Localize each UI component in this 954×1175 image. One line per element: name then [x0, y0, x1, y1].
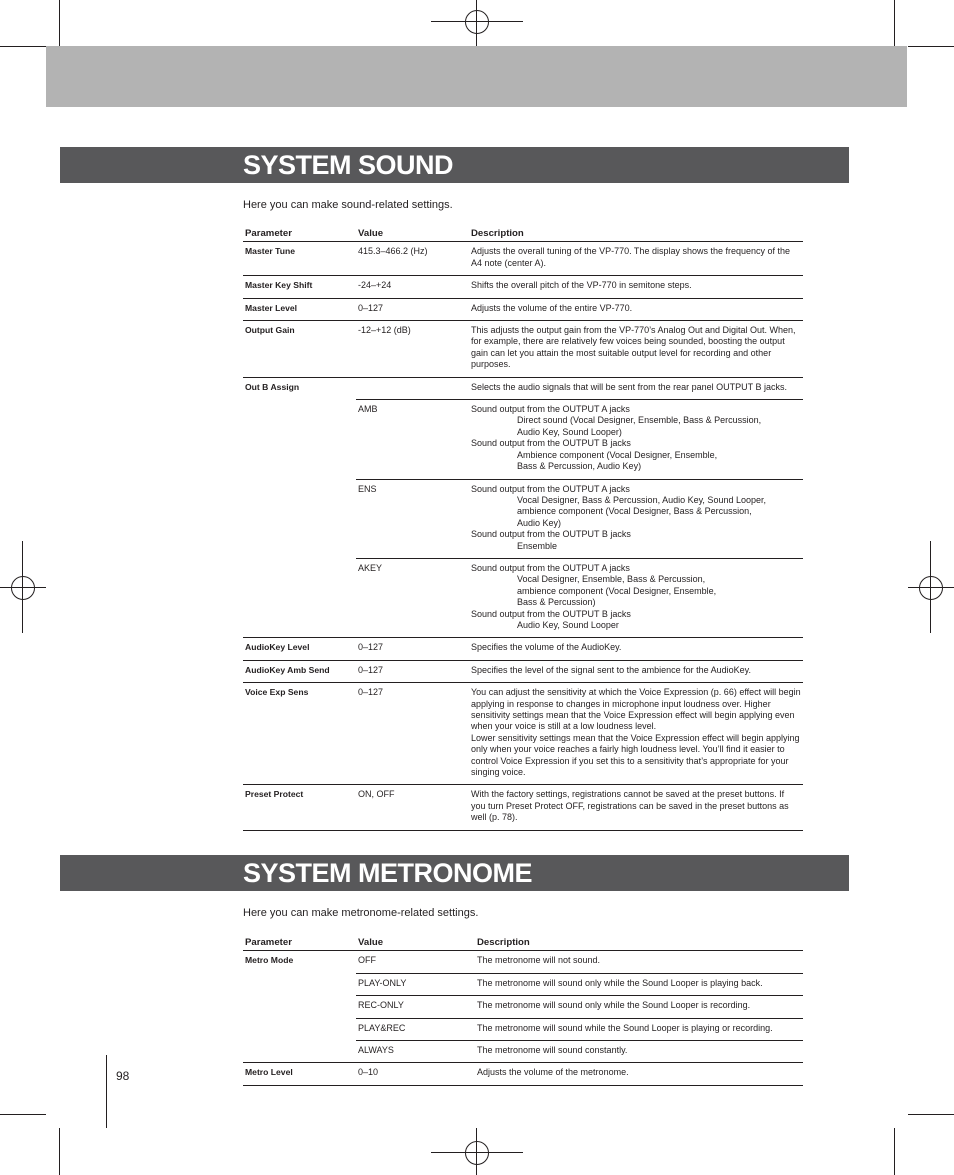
description-cell	[469, 660, 803, 682]
param-cell: Metro Mode	[245, 955, 294, 966]
table-row	[243, 1041, 803, 1063]
value-cell: 0–10	[356, 1063, 475, 1085]
value-cell: 0–127	[356, 683, 469, 785]
description-line: You can adjust the sensitivity at which the Voice Expression (p. 66) effect will begin applying in response to changes in microphone input loudness over. Higher sensitivity settings mean that the Voice Expression effect will begin applying even when your voice is still at a low loudness level.	[471, 687, 801, 732]
description-line: Selects the audio signals that will be sent from the rear panel OUTPUT B jacks.	[471, 381, 787, 392]
description-line: This adjusts the output gain from the VP-770’s Analog Out and Digital Out. When, for example, there are relatively few voices being sounded, boosting the output gain can let you attain the most suitable output level for recording and other purposes.	[471, 325, 796, 370]
description-cell	[469, 276, 803, 298]
description-indented-line: Ensemble	[517, 540, 558, 551]
description-line: Sound output from the OUTPUT A jacks	[471, 404, 630, 415]
sound-intro: Here you can make sound-related settings.	[243, 199, 453, 211]
table-row	[243, 973, 803, 995]
description-cell	[469, 377, 803, 399]
description-indented-line: Ambience component (Vocal Designer, Ensemble,	[517, 449, 718, 460]
value-cell: REC-ONLY	[356, 996, 475, 1018]
table-row	[243, 479, 803, 558]
param-cell: Voice Exp Sens	[243, 683, 356, 785]
param-cell: AudioKey Level	[243, 638, 356, 660]
value-cell: -24–+24	[356, 276, 469, 298]
description-cell	[469, 400, 803, 479]
description-indented-line: Audio Key, Sound Looper)	[517, 426, 622, 437]
section-title-sound: SYSTEM SOUND	[243, 150, 454, 180]
description-indented-line: Audio Key, Sound Looper	[517, 619, 619, 630]
table-row	[243, 638, 803, 660]
param-cell: Metro Level	[243, 1063, 356, 1085]
description-indented-line: Bass & Percussion, Audio Key)	[517, 461, 642, 472]
description-line: Specifies the volume of the AudioKey.	[471, 642, 622, 653]
description-cell: The metronome will sound only while the Sound Looper is playing back.	[475, 973, 803, 995]
table-row	[243, 1018, 803, 1040]
param-cell: Out B Assign	[245, 381, 300, 392]
description-indented-line: ambience component (Vocal Designer, Bass & Percussion,	[517, 506, 752, 517]
param-cell	[243, 973, 356, 995]
description-line: Adjusts the overall tuning of the VP-770. The display shows the frequency of the A4 note (center A).	[471, 246, 791, 268]
description-indented-line: ambience component (Vocal Designer, Ensemble,	[517, 585, 717, 596]
metronome-settings-table	[243, 935, 803, 1086]
value-cell: 0–127	[356, 638, 469, 660]
description-line: Lower sensitivity settings mean that the Voice Expression effect will begin applying only when your voice reaches a fairly high loudness level. You’ll find it easier to control Voice Expression if you set this to a sensitivity that’s appropriate for your singing voice.	[471, 732, 800, 778]
param-cell: Master Level	[243, 298, 356, 320]
param-cell	[243, 479, 356, 558]
value-cell: -12–+12 (dB)	[356, 321, 469, 378]
table-row	[243, 660, 803, 682]
table-row	[243, 996, 803, 1018]
description-cell: The metronome will sound while the Sound Looper is playing or recording.	[475, 1018, 803, 1040]
metronome-intro: Here you can make metronome-related settings.	[243, 907, 479, 919]
description-cell: The metronome will not sound.	[475, 951, 803, 973]
value-cell: ENS	[356, 479, 469, 558]
header-value: Value	[356, 935, 475, 951]
table-row	[243, 276, 803, 298]
description-cell	[469, 683, 803, 785]
description-cell	[469, 298, 803, 320]
value-cell: ALWAYS	[356, 1041, 475, 1063]
description-line: Sound output from the OUTPUT B jacks	[471, 608, 631, 619]
header-parameter: Parameter	[243, 226, 356, 242]
value-cell: OFF	[356, 951, 475, 973]
description-indented-line: Vocal Designer, Bass & Percussion, Audio Key, Sound Looper,	[517, 494, 766, 505]
value-cell: ON, OFF	[356, 785, 469, 830]
page-number: 98	[116, 1069, 130, 1083]
value-cell: PLAY-ONLY	[356, 973, 475, 995]
table-row	[243, 298, 803, 320]
value-cell: AKEY	[356, 558, 469, 637]
value-cell: 0–127	[356, 298, 469, 320]
param-cell: Master Key Shift	[243, 276, 356, 298]
param-cell	[243, 558, 356, 637]
description-line: Sound output from the OUTPUT B jacks	[471, 438, 631, 449]
section-title-metronome: SYSTEM METRONOME	[243, 858, 533, 888]
value-cell: 415.3–466.2 (Hz)	[356, 242, 469, 276]
table-row	[243, 951, 803, 973]
param-cell: Preset Protect	[243, 785, 356, 830]
param-cell: AudioKey Amb Send	[243, 660, 356, 682]
description-indented-line: Audio Key)	[517, 517, 562, 528]
param-cell	[243, 400, 356, 479]
description-cell	[469, 558, 803, 637]
description-cell	[469, 638, 803, 660]
description-indented-line: Bass & Percussion)	[517, 597, 596, 608]
param-cell: Output Gain	[243, 321, 356, 378]
description-indented-line: Vocal Designer, Ensemble, Bass & Percussion,	[517, 574, 706, 585]
header-description: Description	[469, 226, 803, 242]
table-row	[243, 683, 803, 785]
header-band	[46, 46, 907, 107]
description-line: Shifts the overall pitch of the VP-770 in semitone steps.	[471, 280, 692, 291]
value-cell: PLAY&REC	[356, 1018, 475, 1040]
param-cell	[243, 996, 356, 1018]
section-bar-sound	[60, 147, 849, 183]
description-cell	[469, 785, 803, 830]
table-row	[243, 377, 803, 399]
table-header	[243, 935, 803, 951]
description-line: Specifies the level of the signal sent to the ambience for the AudioKey.	[471, 664, 752, 675]
table-row	[243, 558, 803, 637]
table-row	[243, 321, 803, 378]
description-cell: Adjusts the volume of the metronome.	[475, 1063, 803, 1085]
value-cell	[356, 377, 469, 399]
description-line: Sound output from the OUTPUT A jacks	[471, 562, 630, 573]
table-header	[243, 226, 803, 242]
description-cell	[469, 321, 803, 378]
table-row	[243, 400, 803, 479]
value-cell: 0–127	[356, 660, 469, 682]
param-cell	[243, 1018, 356, 1040]
header-description: Description	[475, 935, 803, 951]
value-cell: AMB	[356, 400, 469, 479]
param-cell	[243, 1041, 356, 1063]
description-cell	[469, 242, 803, 276]
header-parameter: Parameter	[243, 935, 356, 951]
sound-settings-table	[243, 226, 803, 831]
description-line: With the factory settings, registrations cannot be saved at the preset buttons. If you turn Preset Protect OFF, registrations can be saved in the preset buttons as well (p. 78).	[471, 789, 789, 823]
param-cell: Master Tune	[243, 242, 356, 276]
description-line: Sound output from the OUTPUT A jacks	[471, 483, 630, 494]
description-line: Adjusts the volume of the entire VP-770.	[471, 302, 633, 313]
description-cell	[469, 479, 803, 558]
table-row	[243, 242, 803, 276]
description-cell: The metronome will sound only while the Sound Looper is recording.	[475, 996, 803, 1018]
table-row	[243, 1063, 803, 1085]
description-line: Sound output from the OUTPUT B jacks	[471, 529, 631, 540]
description-indented-line: Direct sound (Vocal Designer, Ensemble, Bass & Percussion,	[517, 415, 762, 426]
header-value: Value	[356, 226, 469, 242]
description-cell: The metronome will sound constantly.	[475, 1041, 803, 1063]
table-row	[243, 785, 803, 830]
